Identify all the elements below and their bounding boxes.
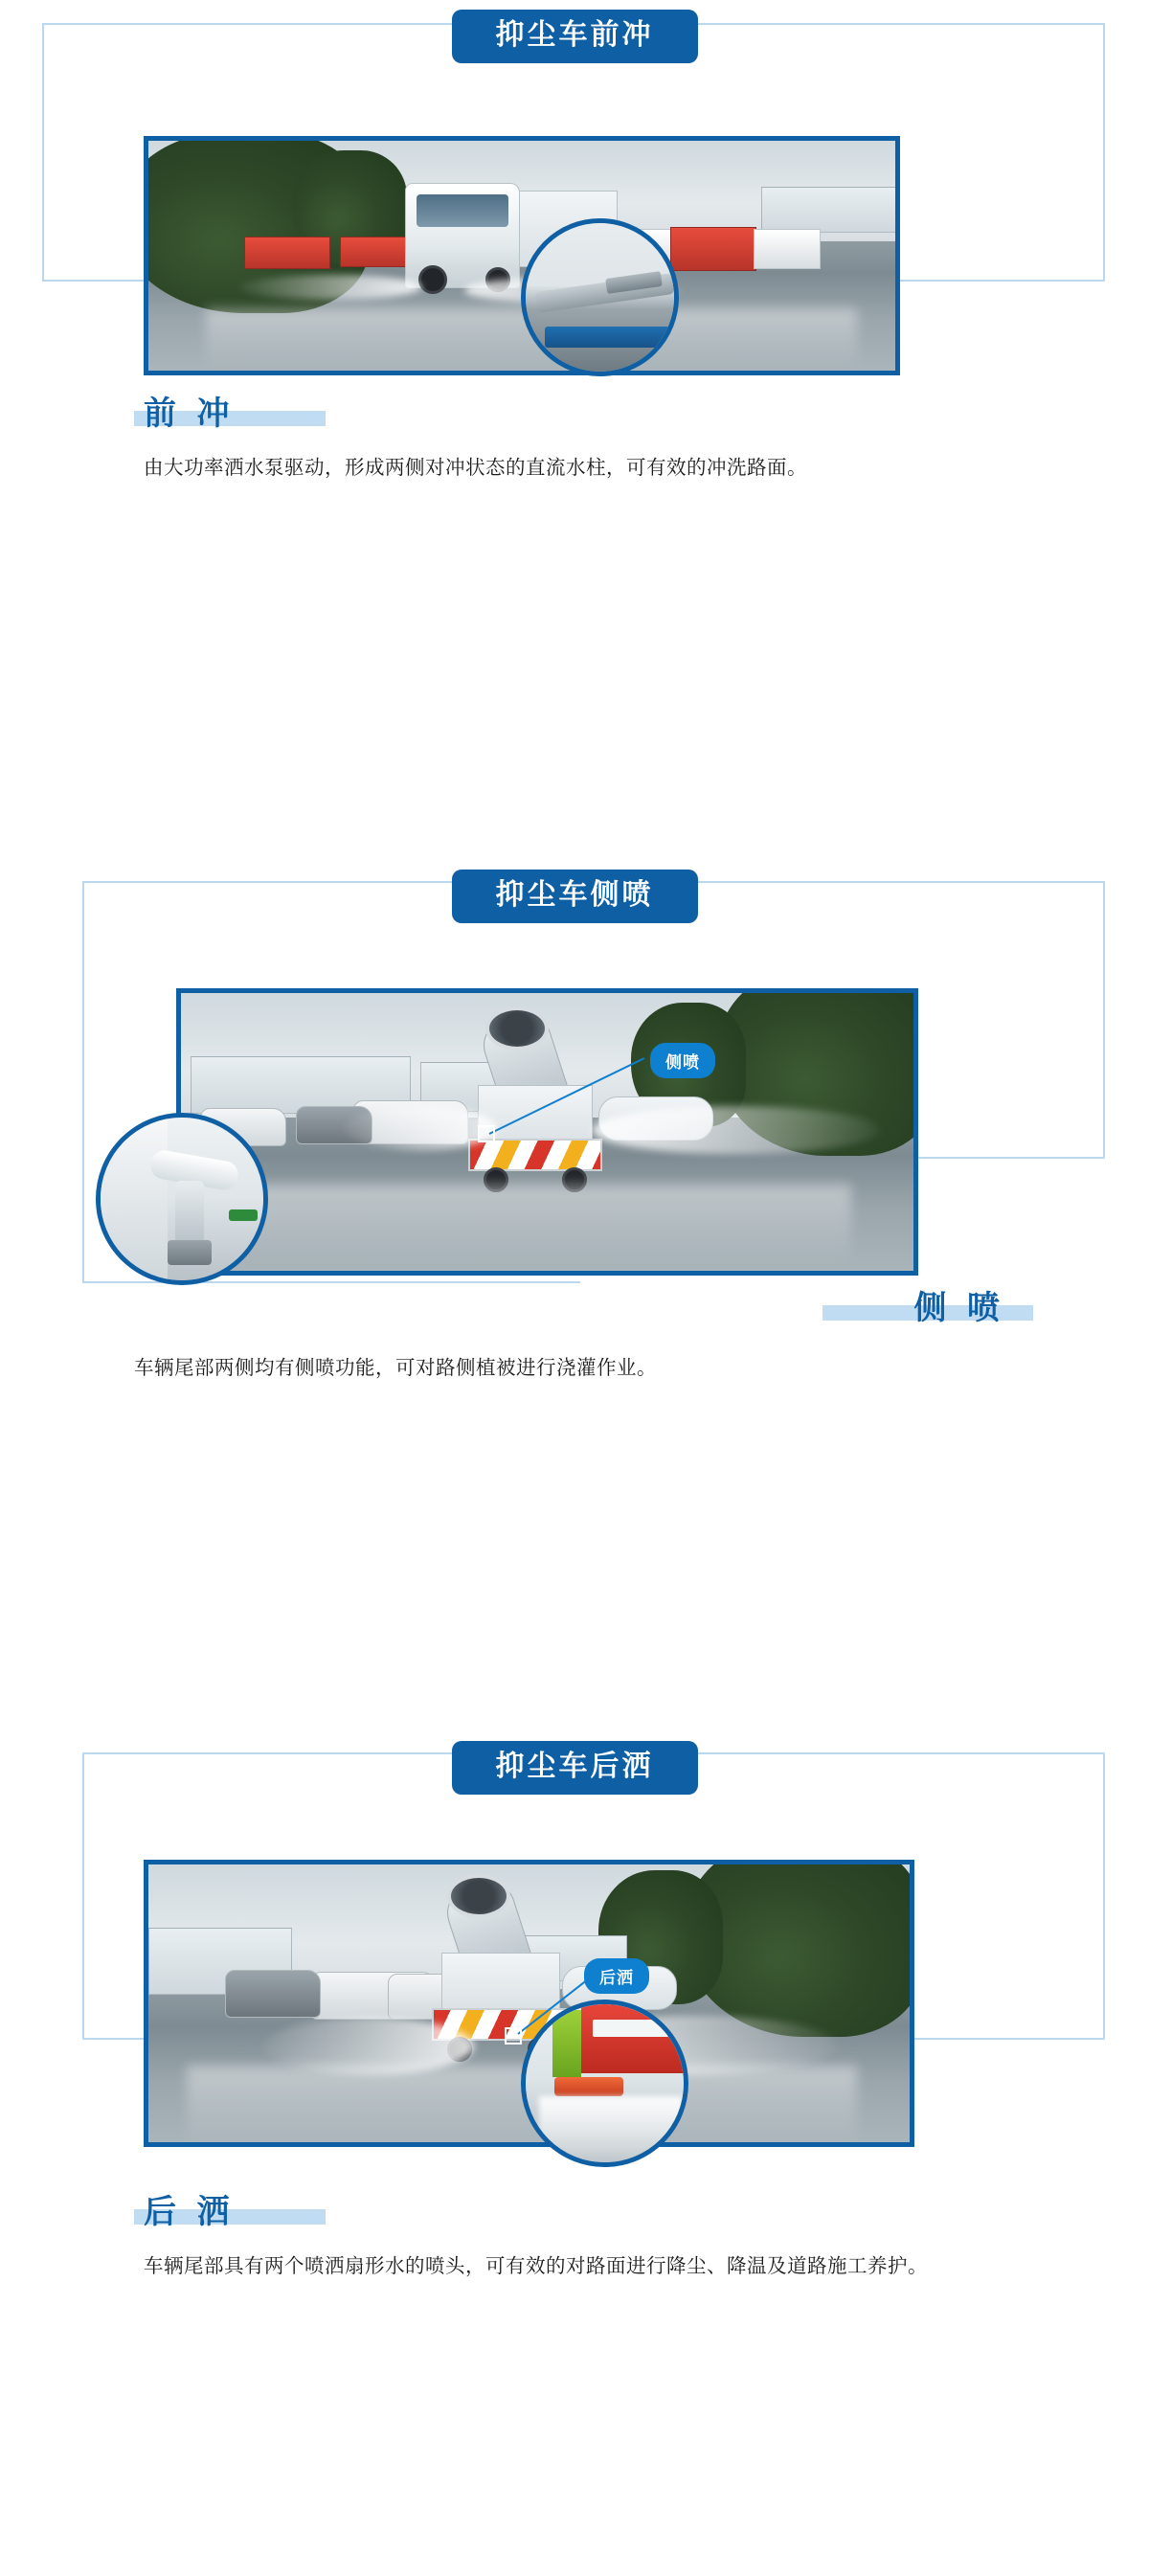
photo-inset-front-nozzle: [521, 218, 679, 376]
photo-side-spray: [176, 988, 918, 1276]
section-side-spray: [0, 862, 1149, 1733]
caption-rear: [144, 2195, 235, 2230]
section-header-front: [52, 10, 1097, 63]
photo-canvas: [181, 993, 913, 1271]
caption-side: [914, 1291, 1005, 1326]
photo-inset-side-nozzle: [96, 1113, 268, 1285]
inset-canvas: [526, 2004, 684, 2162]
inset-canvas: [101, 1118, 263, 1280]
callout-marker: [505, 2027, 522, 2045]
photo-front-flush: [144, 136, 900, 375]
inset-canvas: [526, 223, 674, 372]
caption-title: 侧 喷: [913, 1290, 1005, 1326]
callout-bubble-rear: 后洒: [584, 1958, 649, 1994]
body-front: 由大功率洒水泵驱动，形成两侧对冲状态的直流水柱，可有效的冲洗路面。: [144, 457, 807, 479]
callout-bubble-side: 侧喷: [650, 1043, 715, 1078]
caption-title: 后 洒: [144, 2194, 236, 2230]
photo-canvas: [148, 141, 895, 371]
callout-marker: [478, 1125, 495, 1142]
section-header-side: [52, 870, 1097, 923]
caption-title: 前 冲: [144, 395, 236, 432]
body-side: 车辆尾部两侧均有侧喷功能，可对路侧植被进行浇灌作业。: [134, 1357, 657, 1379]
section-rear-sprinkle: [0, 1733, 1149, 2576]
section-header-rear: [52, 1741, 1097, 1795]
photo-inset-rear-nozzle: [521, 2000, 688, 2167]
section-pill-label: 抑尘车后洒: [452, 1741, 698, 1795]
section-pill-label: 抑尘车侧喷: [452, 870, 698, 923]
section-front-flush: [0, 0, 1149, 862]
body-rear: 车辆尾部具有两个喷洒扇形水的喷头，可有效的对路面进行降尘、降温及道路施工养护。: [144, 2255, 928, 2277]
caption-front: [144, 396, 235, 432]
section-pill-label: 抑尘车前冲: [452, 10, 698, 63]
